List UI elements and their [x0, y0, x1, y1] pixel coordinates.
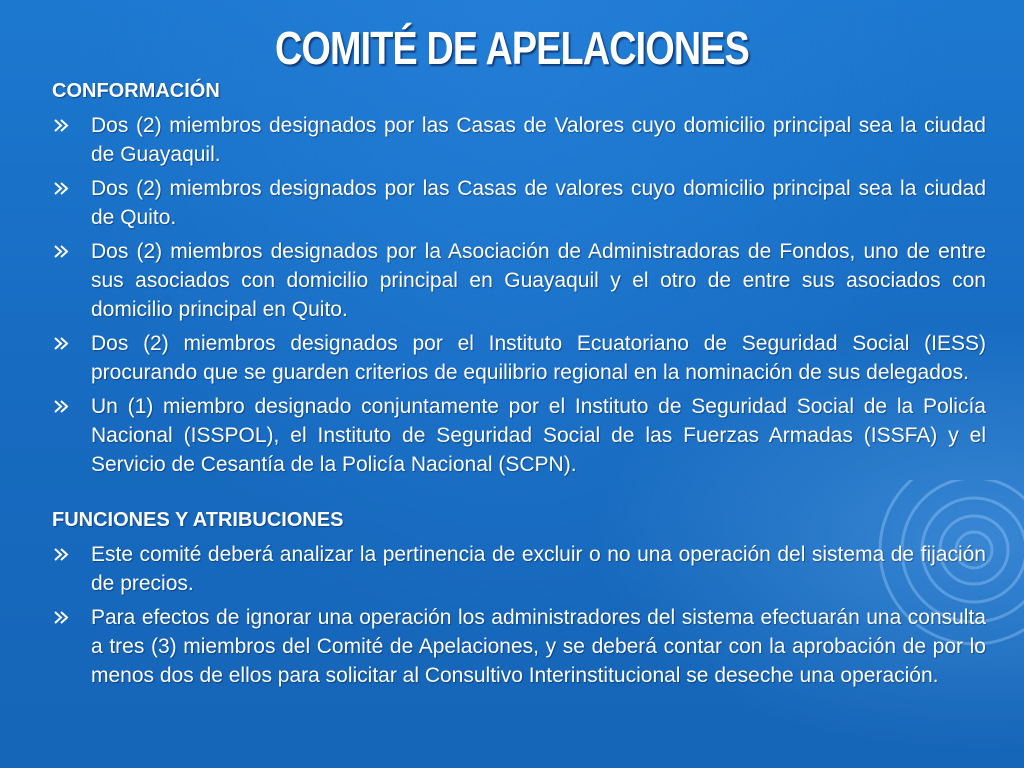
section-conformacion [52, 76, 986, 479]
double-chevron-right-icon [52, 329, 72, 358]
double-chevron-right-icon [52, 237, 72, 266]
list-item-text: Dos (2) miembros designados por la Asociación de Administradoras de Fondos, uno de entre sus asociados con domicilio principal en Guayaquil y el otro de entre sus asociados con domicilio principal en Quito. [91, 240, 986, 321]
list-item-text: Este comité deberá analizar la pertinencia de excluir o no una operación del sistema de fijación de precios. [91, 543, 986, 595]
slide-content [52, 76, 986, 690]
list-item [52, 174, 986, 232]
double-chevron-right-icon [52, 392, 72, 421]
list-item [52, 111, 986, 169]
list-item-text: Un (1) miembro designado conjuntamente por el Instituto de Seguridad Social de la Policía Nacional (ISSPOL), el Instituto de Seguridad Social de las Fuerzas Armadas (ISSFA) y el Servicio de Cesantía de la Policía Nacional (SCPN). [91, 395, 986, 476]
list-item-text: Para efectos de ignorar una operación los administradores del sistema efectuarán una consulta a tres (3) miembros del Comité de Apelaciones, y se deberá contar con la aprobación de por lo menos dos de ellos para solicitar al Consultivo Interinstitucional se deseche una operación. [91, 606, 986, 687]
bullet-list [52, 540, 986, 690]
list-item-text: Dos (2) miembros designados por las Casas de Valores cuyo domicilio principal sea la ciudad de Guayaquil. [91, 114, 986, 166]
slide-title: COMITÉ DE APELACIONES [275, 22, 749, 74]
list-item [52, 237, 986, 324]
list-item-text: Dos (2) miembros designados por las Casas de valores cuyo domicilio principal sea la ciudad de Quito. [91, 177, 986, 229]
list-item [52, 603, 986, 690]
list-item [52, 329, 986, 387]
double-chevron-right-icon [52, 540, 72, 569]
section-funciones [52, 505, 986, 690]
bullet-list [52, 111, 986, 479]
list-item-text: Dos (2) miembros designados por el Instituto Ecuatoriano de Seguridad Social (IESS) procurando que se guarden criterios de equilibrio regional en la nominación de sus delegados. [91, 332, 986, 384]
list-item [52, 392, 986, 479]
double-chevron-right-icon [52, 174, 72, 203]
double-chevron-right-icon [52, 603, 72, 632]
list-item [52, 540, 986, 598]
section-heading: FUNCIONES Y ATRIBUCIONES [52, 509, 344, 531]
double-chevron-right-icon [52, 111, 72, 140]
section-heading: CONFORMACIÓN [52, 80, 220, 102]
